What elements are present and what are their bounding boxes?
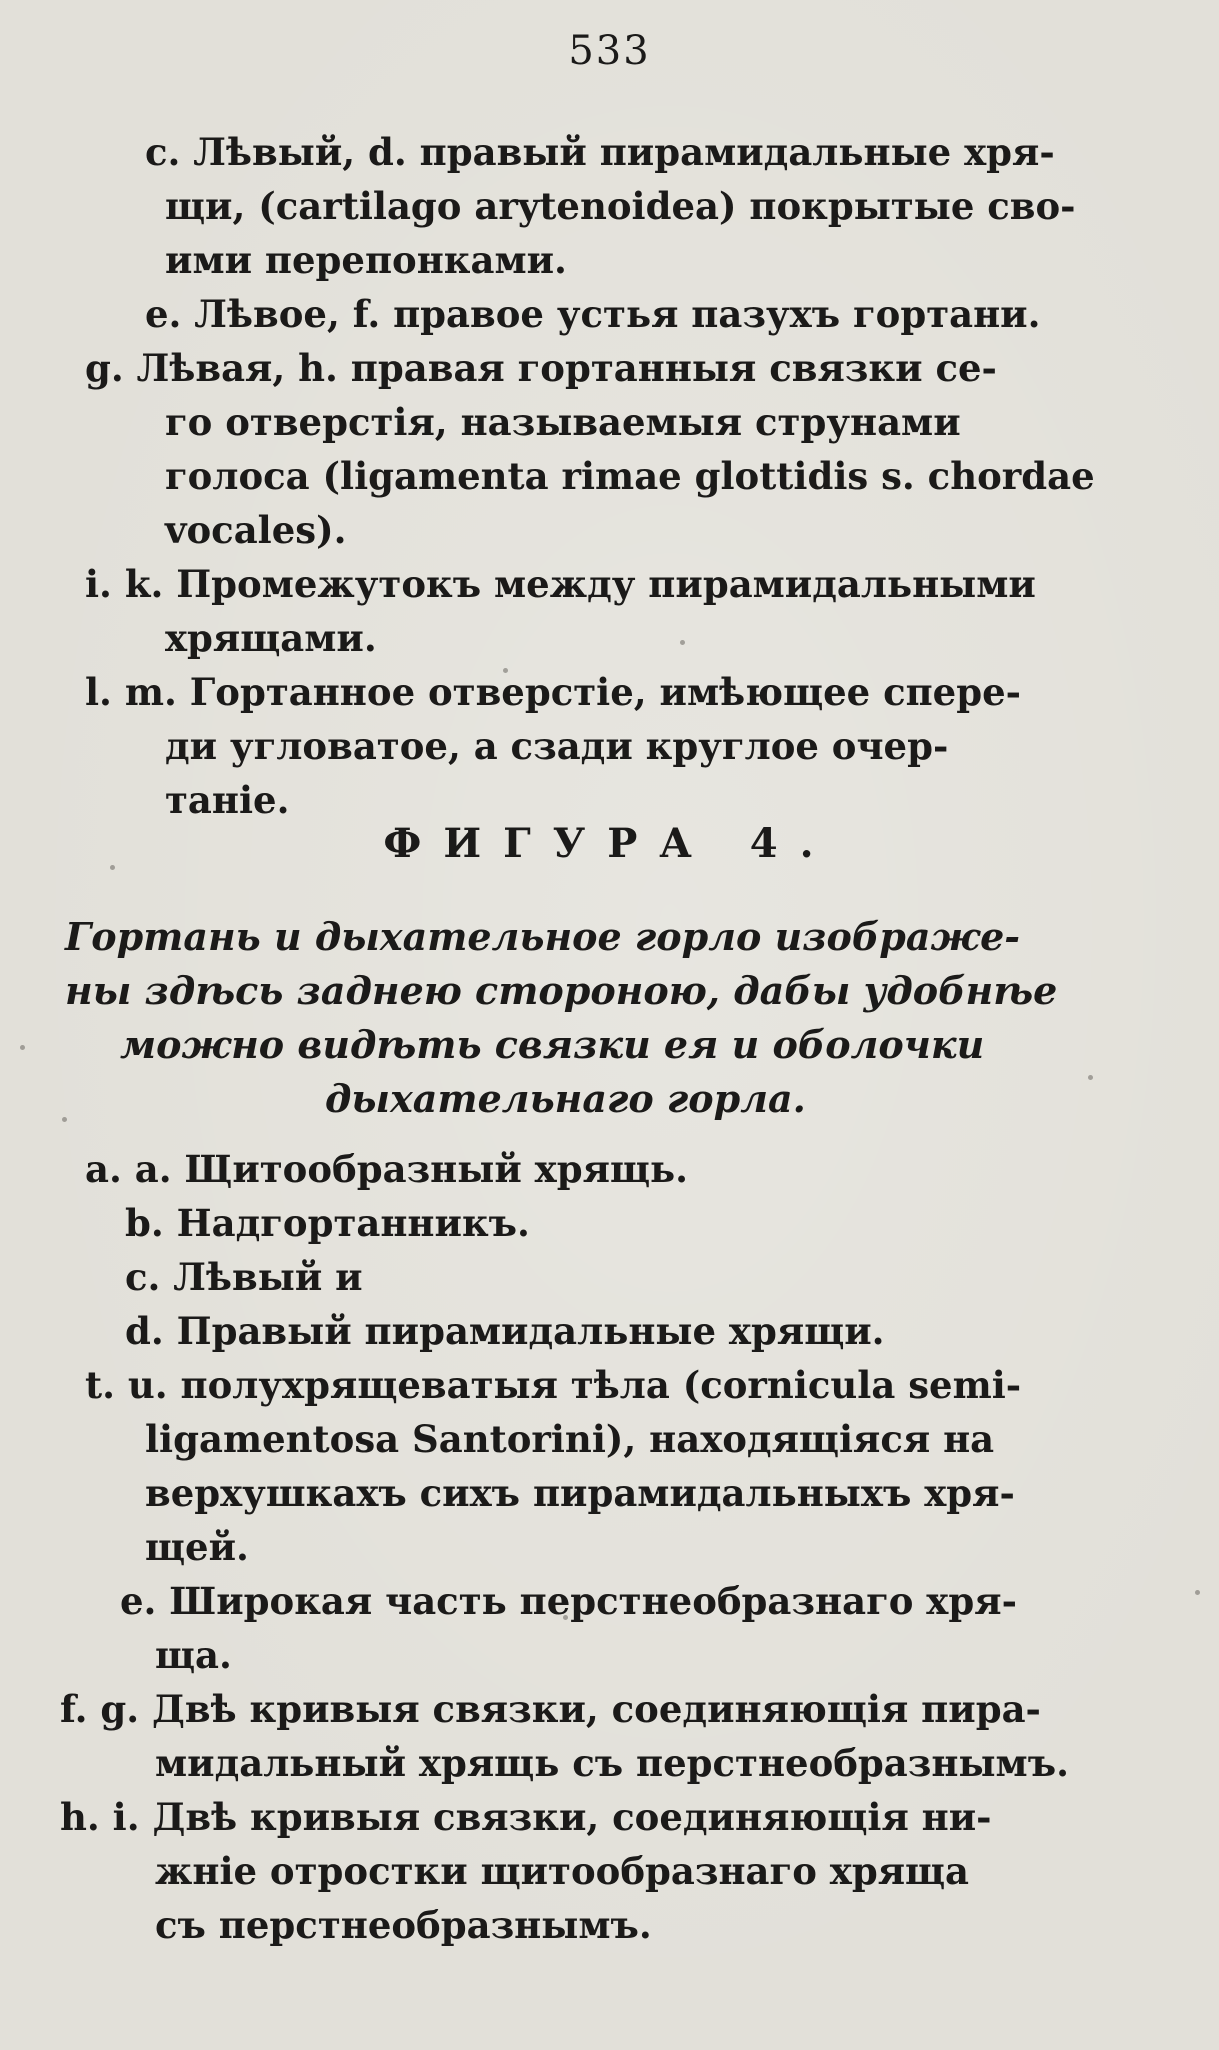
upper-list-line: ди угловатое, а сзади круглое очер- bbox=[165, 724, 949, 768]
upper-list-line: ими перепонками. bbox=[165, 238, 567, 282]
lower-list-line: мидальный хрящь съ перстнеобразнымъ. bbox=[155, 1741, 1069, 1785]
lower-list-line: b. Надгортанникъ. bbox=[125, 1201, 530, 1245]
page-number: 533 bbox=[568, 28, 651, 74]
upper-list-line: щи, (cartilago arytenoidea) покрытые сво- bbox=[165, 184, 1076, 228]
upper-list-line: vocales). bbox=[165, 508, 347, 552]
lower-list-line: d. Правый пирамидальные хрящи. bbox=[125, 1309, 885, 1353]
lower-list-line: h. i. Двѣ кривыя связки, соединяющія ни- bbox=[60, 1795, 992, 1839]
lower-list-line: щей. bbox=[145, 1525, 249, 1569]
upper-list-line: хрящами. bbox=[165, 616, 377, 660]
lower-list-line: верхушкахъ сихъ пирамидальныхъ хря- bbox=[145, 1471, 1015, 1515]
paper-speck bbox=[20, 1045, 25, 1050]
caption-line: дыхательнаго горла. bbox=[325, 1076, 806, 1121]
figure-heading: ФИГУРА 4. bbox=[383, 820, 836, 867]
upper-list-line: го отверстія, называемыя струнами bbox=[165, 400, 961, 444]
caption-line: можно видѣть связки ея и оболочки bbox=[120, 1022, 985, 1067]
upper-list-line: c. Лѣвый, d. правый пирамидальные хря- bbox=[145, 130, 1055, 174]
paper-speck bbox=[1195, 1590, 1200, 1595]
paper-speck bbox=[1088, 1075, 1093, 1080]
paper-speck bbox=[62, 1117, 67, 1122]
upper-list-line: i. k. Промежутокъ между пирамидальными bbox=[85, 562, 1036, 606]
lower-list-line: c. Лѣвый и bbox=[125, 1255, 363, 1299]
caption-line: Гортань и дыхательное горло изображе- bbox=[65, 914, 1021, 959]
lower-list-line: съ перстнеобразнымъ. bbox=[155, 1903, 652, 1947]
lower-list-line: ligamentosa Santorini), находящіяся на bbox=[145, 1417, 995, 1461]
lower-list-line: жніе отростки щитообразнаго хряща bbox=[155, 1849, 970, 1893]
lower-list-line: a. a. Щитообразный хрящь. bbox=[85, 1147, 688, 1191]
lower-list-line: ща. bbox=[155, 1633, 232, 1677]
upper-list-line: таніе. bbox=[165, 778, 290, 822]
caption-line: ны здѣсь заднею стороною, дабы удобнѣе bbox=[65, 968, 1058, 1013]
upper-list-line: g. Лѣвая, h. правая гортанныя связки се- bbox=[85, 346, 997, 390]
upper-list-line: голоса (ligamenta rimae glottidis s. chordae bbox=[165, 454, 1095, 498]
upper-list-line: e. Лѣвое, f. правое устья пазухъ гортани. bbox=[145, 292, 1041, 336]
lower-list-line: e. Широкая часть перстнеобразнаго хря- bbox=[120, 1579, 1017, 1623]
upper-list-line: l. m. Гортанное отверстіе, имѣющее спере- bbox=[85, 670, 1021, 714]
lower-list-line: f. g. Двѣ кривыя связки, соединяющія пира- bbox=[60, 1687, 1041, 1731]
lower-list-line: t. u. полухрящеватыя тѣла (cornicula semi- bbox=[85, 1363, 1022, 1407]
